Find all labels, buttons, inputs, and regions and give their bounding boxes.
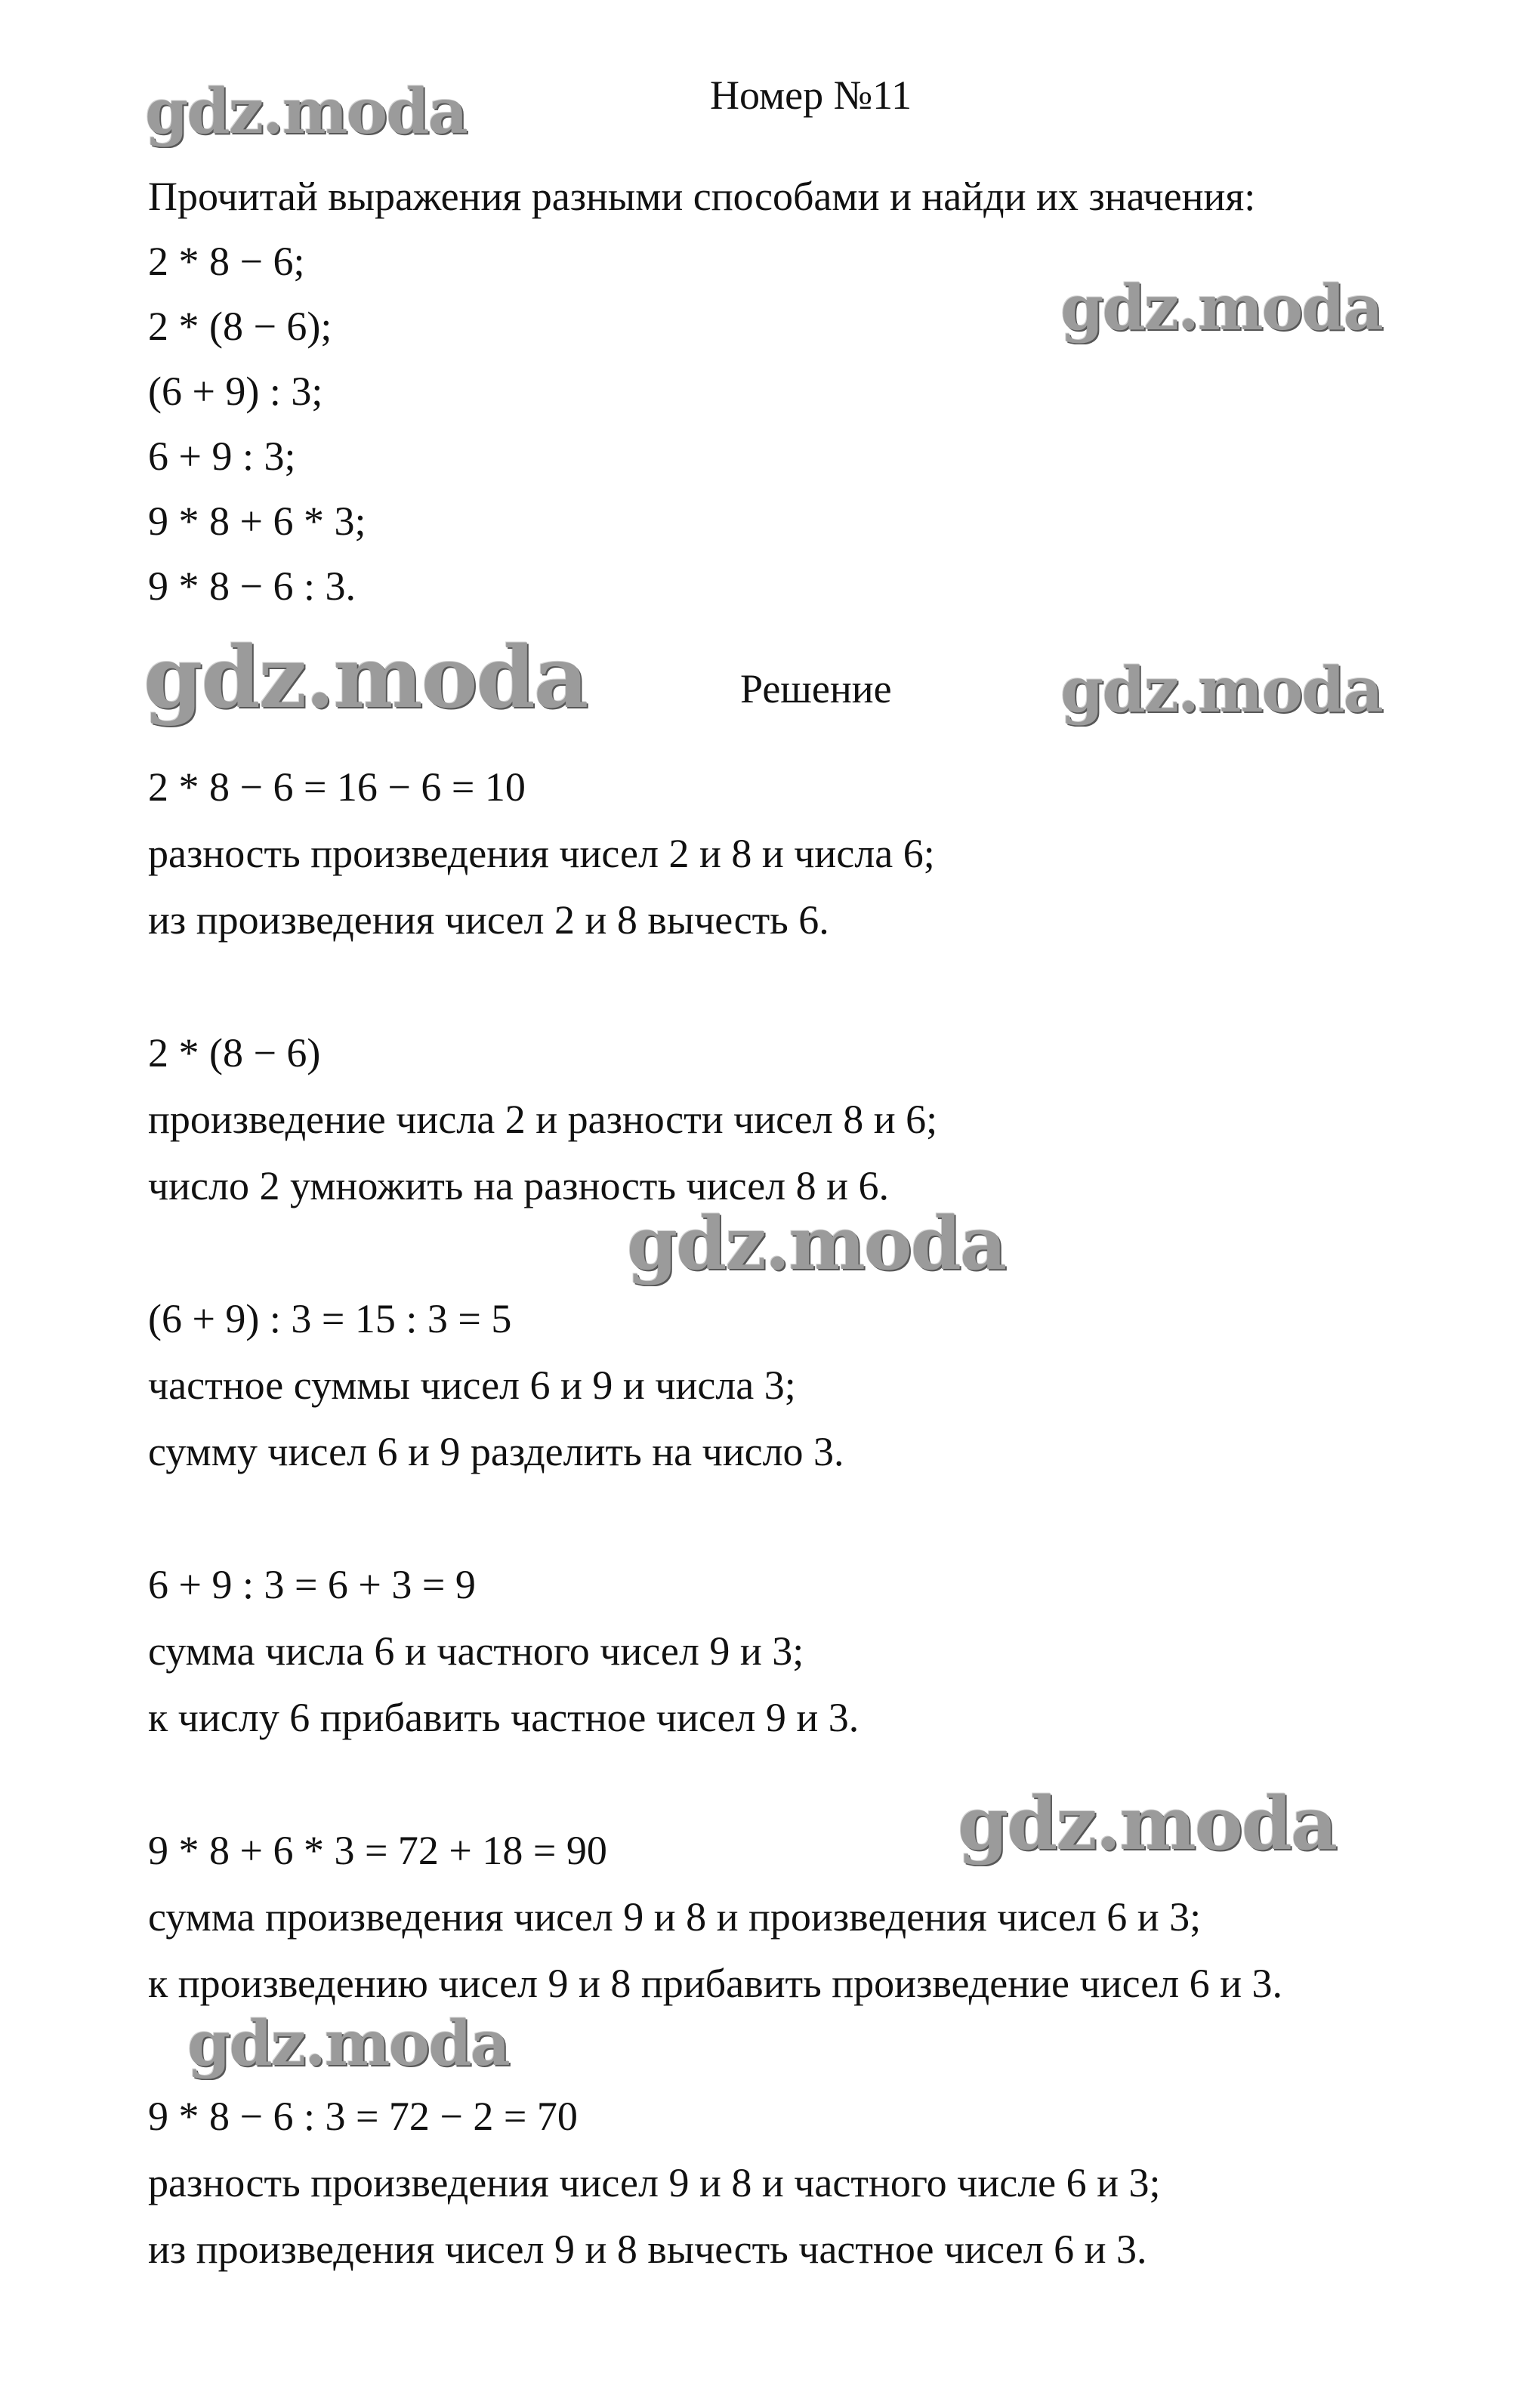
solution-4-equation: 6 + 9 : 3 = 6 + 3 = 9 [148,1562,476,1607]
expression-2: 2 * (8 − 6); [148,304,332,349]
watermark-logo: gdz.moda [145,76,467,148]
solution-title: Решение [740,666,892,711]
solution-6-reading-2: из произведения чисел 9 и 8 вычесть частное чисел 6 и 3. [148,2227,1147,2272]
expression-1: 2 * 8 − 6; [148,239,305,284]
solution-1-reading-1: разность произведения чисел 2 и 8 и числа 6; [148,831,935,876]
solution-1-reading-2: из произведения чисел 2 и 8 вычесть 6. [148,897,829,943]
solution-4-reading-2: к числу 6 прибавить частное чисел 9 и 3. [148,1695,859,1740]
expression-6: 9 * 8 − 6 : 3. [148,563,356,609]
solution-5-reading-1: сумма произведения чисел 9 и 8 и произведения чисел 6 и 3; [148,1894,1202,1940]
expression-5: 9 * 8 + 6 * 3; [148,498,366,544]
task-prompt: Прочитай выражения разными способами и найди их значения: [148,174,1256,219]
solution-2-reading-2: число 2 умножить на разность чисел 8 и 6. [148,1163,890,1208]
watermark-logo: gdz.moda [1060,654,1382,727]
watermark-logo: gdz.moda [627,1201,1006,1286]
watermark-logo: gdz.moda [187,2008,509,2080]
watermark-logo: gdz.moda [958,1781,1337,1866]
solution-5-reading-2: к произведению чисел 9 и 8 прибавить произведение чисел 6 и 3. [148,1961,1283,2006]
solution-6-equation: 9 * 8 − 6 : 3 = 72 − 2 = 70 [148,2094,578,2139]
expression-4: 6 + 9 : 3; [148,434,296,479]
solution-1-equation: 2 * 8 − 6 = 16 − 6 = 10 [148,764,526,810]
solution-4-reading-1: сумма числа 6 и частного чисел 9 и 3; [148,1628,804,1674]
solution-5-equation: 9 * 8 + 6 * 3 = 72 + 18 = 90 [148,1828,607,1873]
watermark-logo: gdz.moda [144,628,588,727]
solution-6-reading-1: разность произведения чисел 9 и 8 и частного числе 6 и 3; [148,2160,1161,2205]
page-title: Номер №11 [710,73,912,118]
watermark-logo: gdz.moda [1060,272,1382,344]
solution-3-equation: (6 + 9) : 3 = 15 : 3 = 5 [148,1296,512,1341]
solution-3-reading-1: частное суммы чисел 6 и 9 и числа 3; [148,1363,796,1408]
solution-2-equation: 2 * (8 − 6) [148,1030,321,1076]
expression-3: (6 + 9) : 3; [148,369,323,414]
solution-2-reading-1: произведение числа 2 и разности чисел 8 и 6; [148,1097,938,1142]
solution-3-reading-2: сумму чисел 6 и 9 разделить на число 3. [148,1429,844,1474]
